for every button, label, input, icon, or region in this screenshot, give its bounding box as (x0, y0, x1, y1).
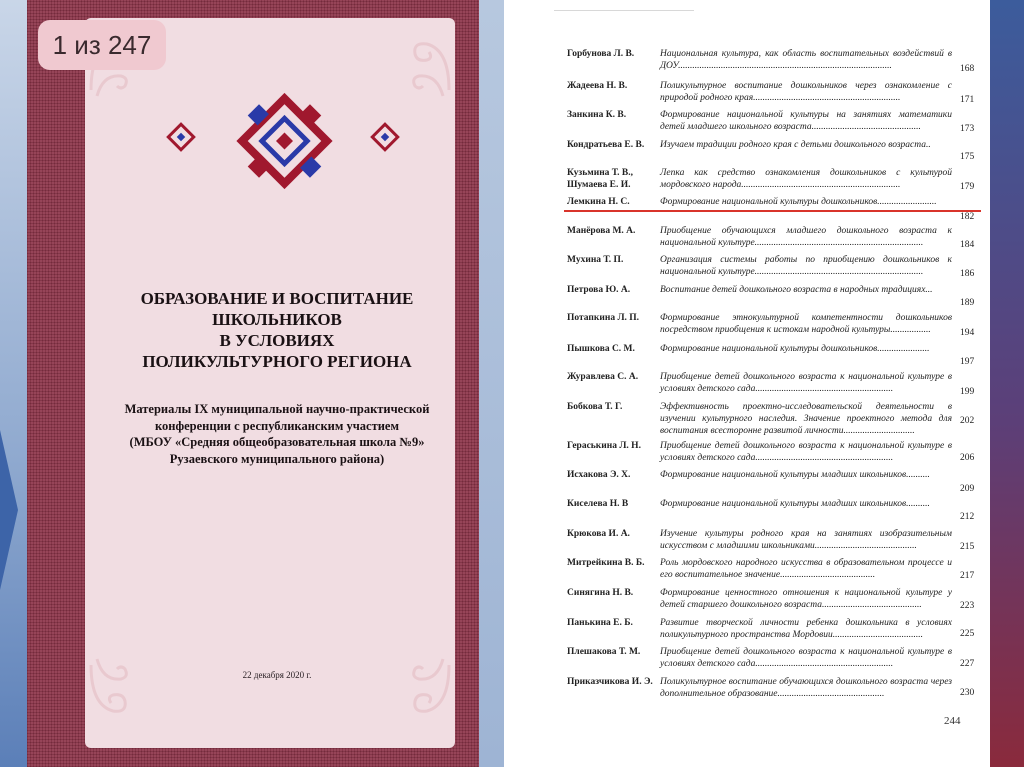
cover-subtitle (112, 401, 442, 467)
toc-entry-author: Синягина Н. В. (567, 588, 634, 598)
cover-subtitle-line: Материалы IX муниципальной научно-практической (124, 402, 430, 416)
toc-entry-title: Приобщение обучающихся младшего дошкольного возраста к национальной культуре....................................................................... (660, 226, 952, 248)
toc-entry-title: Приобщение детей дошкольного возраста к национальной культуре в условиях детского сада.......................................................... (660, 647, 952, 669)
toc-entry-page: 206 (960, 453, 975, 463)
toc-entry-author: Журавлева С. А. (567, 372, 639, 382)
toc-entry-author: Крюкова И. А. (567, 529, 630, 539)
page-number: 244 (944, 715, 961, 727)
toc-entry-author: Приказчикова И. Э. (567, 677, 653, 687)
toc-entry-page: 175 (960, 152, 975, 162)
small-ornament-icon (165, 118, 197, 156)
cover-title (117, 288, 437, 372)
curl-ornament-icon (83, 655, 133, 725)
toc-entry-page: 223 (960, 601, 975, 611)
backdrop-right (990, 0, 1024, 767)
toc-entry-author: Горбунова Л. В. (567, 49, 635, 59)
curl-ornament-icon (407, 30, 457, 100)
curl-ornament-icon (407, 655, 457, 725)
toc-entry-page: 184 (960, 240, 975, 250)
toc-entry-author: Бобкова Т. Г. (567, 402, 623, 412)
toc-entry-author: Петрова Ю. А. (567, 285, 631, 295)
toc-entry-author: Потапкина Л. П. (567, 313, 640, 323)
folk-ornament-icon (232, 85, 337, 197)
cover-subtitle-line: (МБОУ «Средняя общеобразовательная школа №9» (129, 435, 425, 449)
toc-entry-page: 202 (960, 416, 975, 426)
toc-entry-title: Воспитание детей дошкольного возраста в народных традициях... (660, 285, 933, 295)
toc-entry-page: 230 (960, 688, 975, 698)
toc-entry-author: Мухина Т. П. (567, 255, 624, 265)
toc-entry-author: Кондратьева Е. В. (567, 140, 645, 150)
toc-entry-title: Поликультурное воспитание обучающихся дошкольного возраста через дополнительное образование............................................. (660, 677, 952, 699)
toc-entry-title: Роль мордовского народного искусства в образовательном процессе и его воспитательное значение........................................ (660, 558, 952, 580)
toc-entry-title: Формирование национальной культуры дошкольников...................... (660, 344, 930, 354)
small-ornament-icon (369, 118, 401, 156)
toc-entry-author: Панькина Е. Б. (567, 618, 633, 628)
toc-entry-page: 225 (960, 629, 975, 639)
toc-entry-page: 173 (960, 124, 975, 134)
backdrop-center (478, 0, 504, 767)
toc-entry-page: 227 (960, 659, 975, 669)
toc-entry-title: Национальная культура, как область воспитательных воздействий в ДОУ.......................................................................................... (660, 49, 952, 71)
toc-entry-page: 194 (960, 328, 975, 338)
toc-entry-title: Развитие творческой личности ребенка дошкольника в условиях поликультурного пространства Мордовии...................................... (660, 618, 952, 640)
toc-entry-author: Жадеева Н. В. (567, 81, 628, 91)
toc-entry-page: 168 (960, 64, 975, 74)
toc-entry-author: Пышкова С. М. (567, 344, 635, 354)
toc-page (504, 0, 990, 767)
backdrop-left (0, 0, 30, 767)
cover-title-line: ОБРАЗОВАНИЕ И ВОСПИТАНИЕ (140, 289, 414, 308)
cover-subtitle-line: конференции с республиканским участием (155, 418, 399, 433)
toc-entry-page: 199 (960, 387, 975, 397)
toc-entry-page: 186 (960, 269, 975, 279)
toc-entry-title: Эффективность проектно-исследовательской деятельности в изучении культурного наследия. Значение проектного метода для воспитания всесторонне развитой личности.............................. (660, 402, 952, 436)
red-underline (564, 210, 981, 212)
cover-subtitle-line: Рузаевского муниципального района) (169, 451, 385, 466)
toc-entry-title: Формирование этнокультурной компетентности дошкольников посредством приобщения к истокам народной культуры................. (660, 313, 952, 335)
toc-entry-title: Приобщение детей дошкольного возраста к национальной культуре в условиях детского сада.......................................................... (660, 372, 952, 394)
toc-entry-title: Приобщение детей дошкольного возраста к национальной культуре в условиях детского сада.......................................................... (660, 441, 952, 463)
page-top-edge (554, 0, 694, 11)
toc-entry-title: Формирование национальной культуры на занятиях математики детей младшего школьного возраста.............................................. (660, 110, 952, 132)
toc-entry-author: Киселева Н. В (567, 499, 629, 509)
toc-entry-page: 171 (960, 95, 975, 105)
toc-entry-author: Плешакова Т. М. (567, 647, 641, 657)
toc-entry-page: 182 (960, 212, 975, 222)
cover-title-line: ПОЛИКУЛЬТУРНОГО РЕГИОНА (142, 352, 412, 371)
toc-entry-page: 189 (960, 298, 975, 308)
toc-entry-title: Лепка как средство ознакомления дошкольников с культурой мордовского народа................................................................... (660, 168, 952, 190)
cover-date: 22 декабря 2020 г. (242, 670, 312, 680)
toc-entry-page: 215 (960, 542, 975, 552)
toc-entry-title: Формирование ценностного отношения к национальной культуре у детей старшего дошкольного возраста.......................................... (660, 588, 952, 610)
book-cover (27, 0, 479, 767)
toc-entry-title: Формирование национальной культуры младших школьников.......... (660, 470, 930, 480)
toc-entry-title: Изучаем традиции родного края с детьми дошкольного возраста.. (660, 140, 931, 150)
toc-entry-title: Организация системы работы по приобщению дошкольников к национальной культуре....................................................................... (660, 255, 952, 277)
toc-entry-title: Формирование национальной культуры дошкольников......................... (660, 197, 937, 207)
toc-entry-author: Лемкина Н. С. (567, 197, 630, 207)
toc-entry-page: 179 (960, 182, 975, 192)
toc-entry-page: 212 (960, 512, 975, 522)
toc-entry-author: Исхакова Э. Х. (567, 470, 631, 480)
backdrop-triangle (0, 430, 18, 590)
toc-entry-author: Митрейкина В. Б. (567, 558, 645, 568)
toc-entry-title: Изучение культуры родного края на занятиях изобразительным искусством с младшими школьниками........................................... (660, 529, 952, 551)
toc-entry-title: Поликультурное воспитание дошкольников через ознакомление с природой родного края.............................................................. (660, 81, 952, 103)
toc-entry-author: Кузьмина Т. В., Шумаева Е. И. (567, 168, 634, 190)
toc-entry-page: 209 (960, 484, 975, 494)
toc-entry-author: Гераськина Л. Н. (567, 441, 641, 451)
cover-title-line: В УСЛОВИЯХ (219, 331, 335, 350)
toc-entry-author: Манёрова М. А. (567, 226, 636, 236)
toc-entry-page: 197 (960, 357, 975, 367)
toc-entry-title: Формирование национальной культуры младших школьников.......... (660, 499, 930, 509)
toc-entry-page: 217 (960, 571, 975, 581)
toc-entry-author: Занкина К. В. (567, 110, 627, 120)
page-counter-badge: 1 из 247 (38, 20, 166, 70)
cover-title-line: ШКОЛЬНИКОВ (212, 310, 342, 329)
